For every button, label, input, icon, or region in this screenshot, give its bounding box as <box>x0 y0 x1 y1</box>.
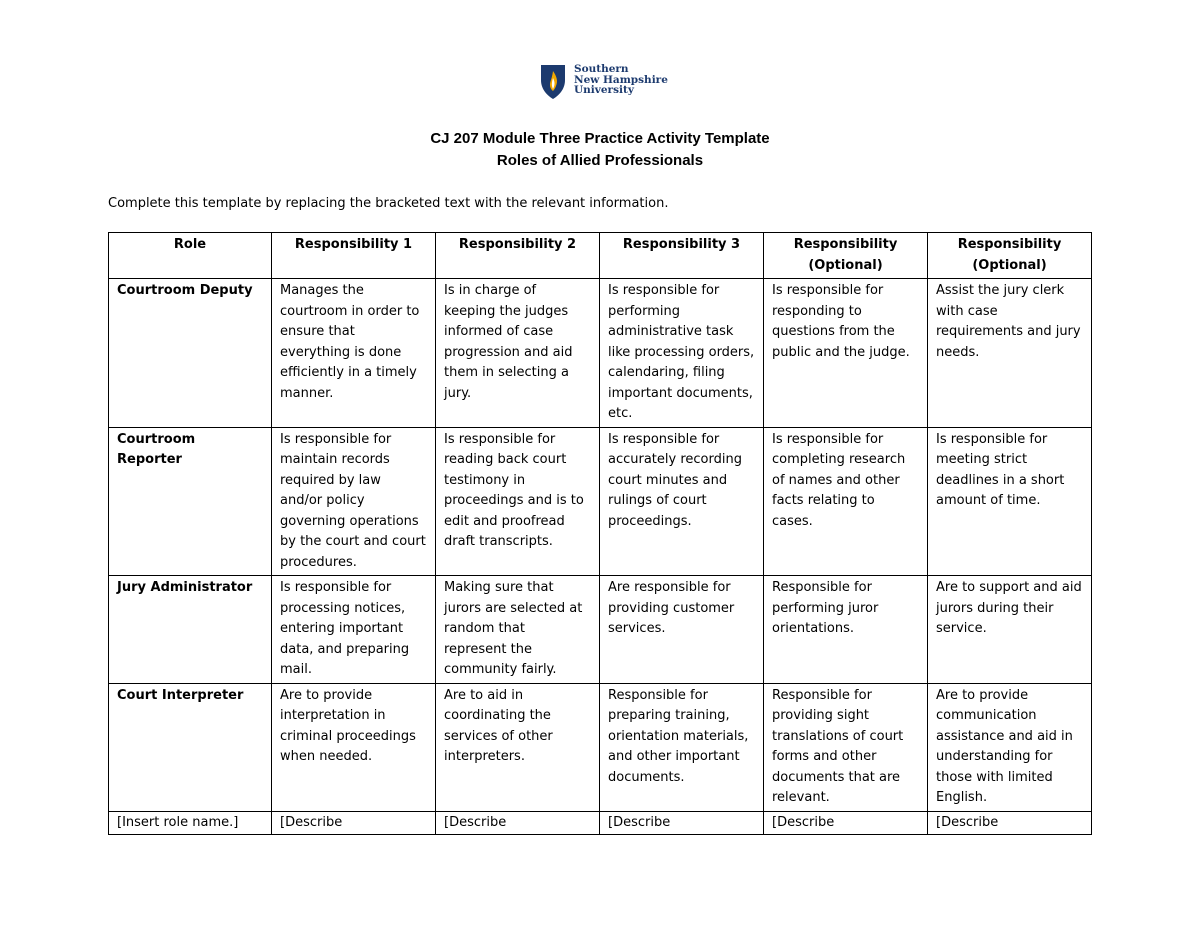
responsibility-cell: Are to aid in coordinating the services of other interpreters. <box>436 683 600 811</box>
snhu-logo <box>540 64 670 104</box>
role-cell: Courtroom Deputy <box>109 279 272 428</box>
role-cell: Courtroom Reporter <box>109 427 272 576</box>
responsibility-cell: Is responsible for accurately recording court minutes and rulings of court proceedings. <box>600 427 764 576</box>
responsibility-cell: Is responsible for reading back court testimony in proceedings and is to edit and proofread draft transcripts. <box>436 427 600 576</box>
responsibility-cell: Responsible for providing sight translations of court forms and other documents that are relevant. <box>764 683 928 811</box>
describe-placeholder-cell: [Describe <box>764 811 928 834</box>
logo-wordmark <box>574 64 668 96</box>
table-row <box>109 683 1092 811</box>
header-responsibility-optional-1: Responsibility (Optional) <box>764 233 928 279</box>
table-row <box>109 279 1092 428</box>
responsibility-cell: Are to provide interpretation in criminal proceedings when needed. <box>272 683 436 811</box>
role-cell: Jury Administrator <box>109 576 272 684</box>
responsibility-cell: Is responsible for responding to questions from the public and the judge. <box>764 279 928 428</box>
describe-placeholder-cell: [Describe <box>600 811 764 834</box>
table-header-row <box>109 233 1092 279</box>
header-responsibility-3: Responsibility 3 <box>600 233 764 279</box>
responsibility-cell: Is in charge of keeping the judges informed of case progression and aid them in selecting a jury. <box>436 279 600 428</box>
header-responsibility-1: Responsibility 1 <box>272 233 436 279</box>
logo-line-3: University <box>574 84 634 96</box>
document-title <box>0 128 1200 172</box>
flame-shield-icon <box>540 64 566 100</box>
role-placeholder-cell: [Insert role name.] <box>109 811 272 834</box>
logo-line-2: New Hampshire <box>574 73 668 86</box>
responsibility-cell: Are to provide communication assistance and aid in understanding for those with limited English. <box>928 683 1092 811</box>
describe-placeholder-cell: [Describe <box>272 811 436 834</box>
title-line-1: CJ 207 Module Three Practice Activity Template <box>430 130 770 147</box>
describe-placeholder-cell: [Describe <box>928 811 1092 834</box>
table-row <box>109 427 1092 576</box>
title-line-2: Roles of Allied Professionals <box>496 152 704 169</box>
responsibility-cell: Is responsible for meeting strict deadlines in a short amount of time. <box>928 427 1092 576</box>
roles-table <box>108 232 1092 835</box>
responsibility-cell: Are responsible for providing customer services. <box>600 576 764 684</box>
responsibility-cell: Is responsible for performing administrative task like processing orders, calendaring, filing important documents, etc. <box>600 279 764 428</box>
role-cell: Court Interpreter <box>109 683 272 811</box>
header-responsibility-optional-2: Responsibility (Optional) <box>928 233 1092 279</box>
table-row <box>109 576 1092 684</box>
instructions-text: Complete this template by replacing the bracketed text with the relevant information. <box>108 196 669 211</box>
responsibility-cell: Assist the jury clerk with case requirements and jury needs. <box>928 279 1092 428</box>
header-responsibility-2: Responsibility 2 <box>436 233 600 279</box>
logo-line-1: Southern <box>574 63 629 75</box>
responsibility-cell: Is responsible for completing research of names and other facts relating to cases. <box>764 427 928 576</box>
responsibility-cell: Making sure that jurors are selected at random that represent the community fairly. <box>436 576 600 684</box>
responsibility-cell: Are to support and aid jurors during their service. <box>928 576 1092 684</box>
responsibility-cell: Manages the courtroom in order to ensure that everything is done efficiently in a timely manner. <box>272 279 436 428</box>
table-row-placeholder <box>109 811 1092 834</box>
responsibility-cell: Is responsible for processing notices, entering important data, and preparing mail. <box>272 576 436 684</box>
describe-placeholder-cell: [Describe <box>436 811 600 834</box>
responsibility-cell: Is responsible for maintain records required by law and/or policy governing operations by the court and court procedures. <box>272 427 436 576</box>
responsibility-cell: Responsible for preparing training, orientation materials, and other important documents. <box>600 683 764 811</box>
responsibility-cell: Responsible for performing juror orientations. <box>764 576 928 684</box>
header-role: Role <box>109 233 272 279</box>
